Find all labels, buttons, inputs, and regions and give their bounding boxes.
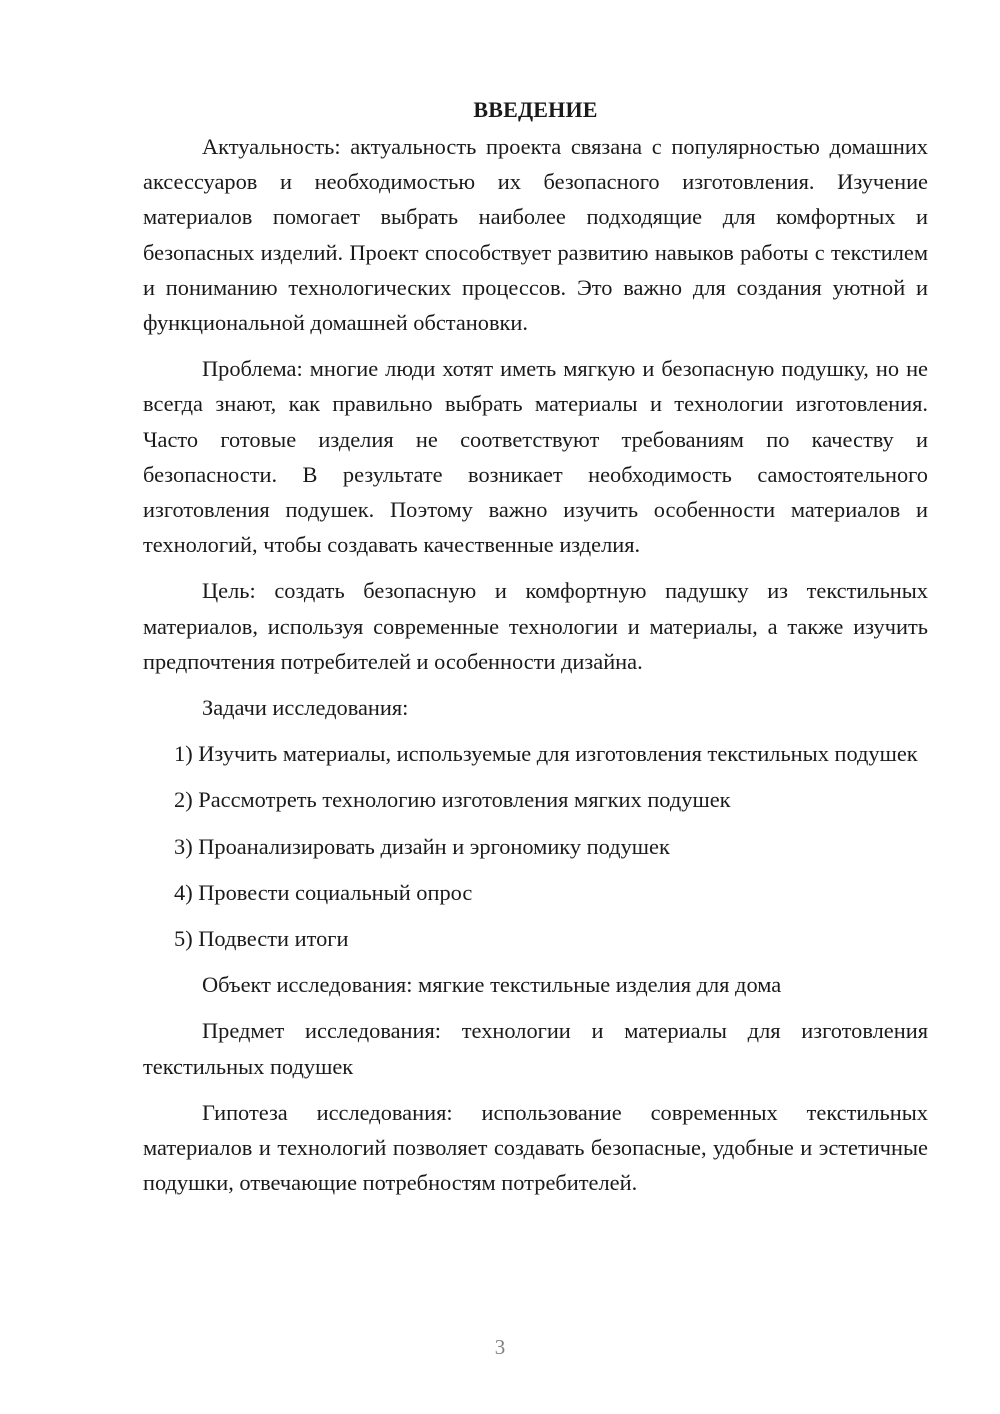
task-item: 2) Рассмотреть технологию изготовления мягких подушек — [174, 787, 731, 813]
task-item: 4) Провести социальный опрос — [174, 879, 473, 905]
task-item: 5) Подвести итоги — [174, 926, 349, 952]
tasks-heading: Задачи исследования: — [202, 695, 409, 721]
paragraph-relevance: Актуальность: актуальность проекта связана с популярностью домашних аксессуаров и необходимостью их безопасного изготовления. Изучение материалов помогает выбрать наиболее подходящие для комфортных и безопасных изделий. Проект способствует развитию навыков работы с текстилем и пониманию технологических процессов. Это важно для создания уютной и функциональной домашней обстановки. — [143, 134, 928, 336]
research-hypothesis: Гипотеза исследования: использование современных текстильных материалов и технологий позволяет создавать безопасные, удобные и эстетичные подушки, отвечающие потребностям потребителей. — [143, 1099, 928, 1196]
task-item: 3) Проанализировать дизайн и эргономику подушек — [174, 833, 670, 859]
page-title: ВВЕДЕНИЕ — [473, 97, 598, 122]
page-number: 3 — [494, 1335, 506, 1359]
task-item: 1) Изучить материалы, используемые для изготовления текстильных подушек — [174, 741, 918, 767]
document-page — [143, 92, 928, 1211]
paragraph-problem: Проблема: многие люди хотят иметь мягкую и безопасную подушку, но не всегда знают, как правильно выбрать материалы и технологии изготовления. Часто готовые изделия не соответствуют требованиям по качеству и безопасности. В результате возникает необходимость самостоятельного изготовления подушек. Поэтому важно изучить особенности материалов и технологий, чтобы создавать качественные изделия. — [143, 356, 928, 558]
research-object: Объект исследования: мягкие текстильные изделия для дома — [202, 972, 782, 998]
research-subject: Предмет исследования: технологии и материалы для изготовления текстильных подушек — [143, 1018, 928, 1079]
paragraph-goal: Цель: создать безопасную и комфортную падушку из текстильных материалов, используя современные технологии и материалы, а также изучить предпочтения потребителей и особенности дизайна. — [143, 578, 928, 674]
